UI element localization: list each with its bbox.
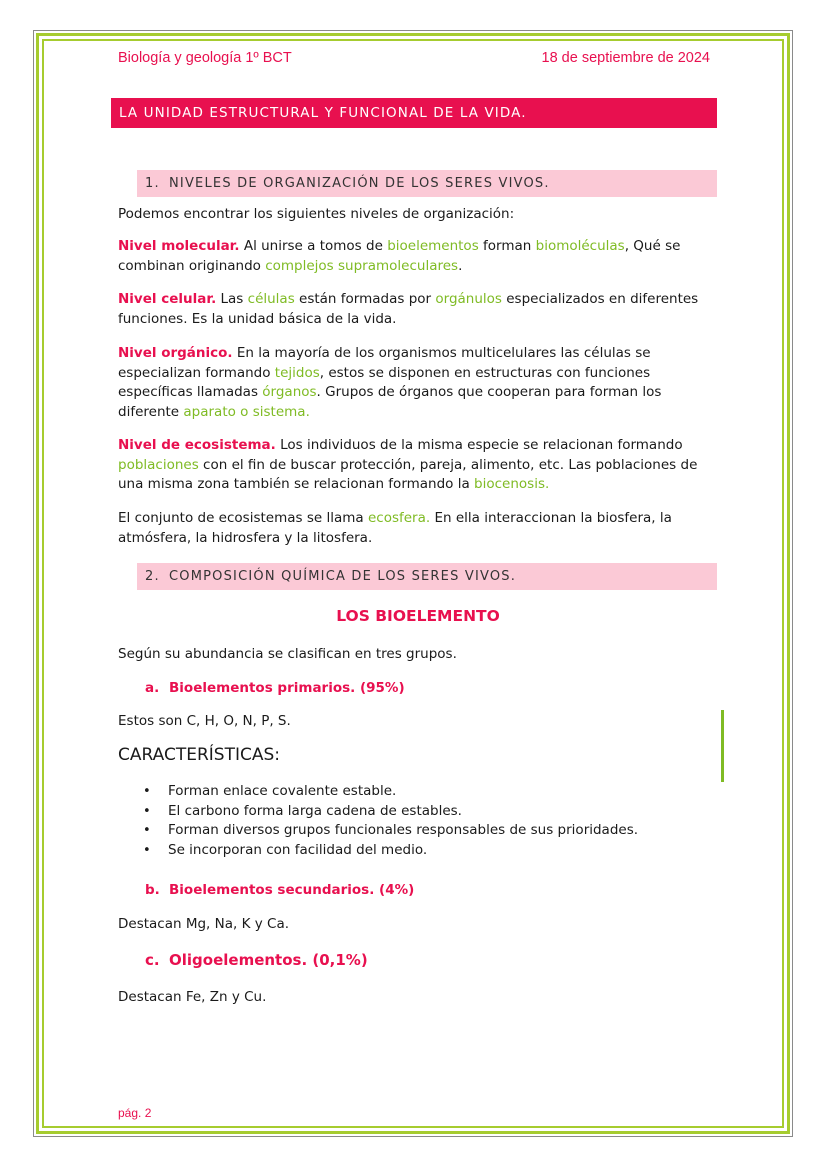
term-ecosfera: ecosfera. [367,510,431,526]
section-2-heading [137,563,717,590]
text: , estos se disponen en estructuras con funciones específicas llamadas [118,364,651,400]
section-1-number: 1. [145,176,160,191]
subheading-primarios [145,680,405,696]
label-nivel-celular: Nivel celular. [118,291,217,307]
section-1-title: NIVELES DE ORGANIZACIÓN DE LOS SERES VIVOS. [169,176,550,191]
subheading-text: Bioelementos secundarios. (4%) [169,882,415,898]
list-item: • Forman enlace covalente estable. [143,782,638,802]
text: Las [216,291,248,307]
text: . Grupos de órganos que cooperan para forman los diferente [118,384,662,420]
subheading-text: Bioelementos primarios. (95%) [169,680,405,696]
text: . [458,257,463,274]
subheading-text: Oligoelementos. (0,1%) [169,951,368,969]
text: Los individuos de la misma especie se relacionan formando [275,437,683,453]
text: El conjunto de ecosistemas se llama [118,510,368,526]
text: Al unirse a tomos de [239,238,388,254]
header-subject: Biología y geología 1º BCT [118,50,292,66]
text: con el fin de buscar protección, pareja, alimento, etc. Las poblaciones de una misma zona también se relacionan formando la [118,456,698,492]
subheading-secundarios [145,882,414,898]
oligoelementos-text: Destacan Fe, Zn y Cu. [118,989,267,1005]
section-2-title: COMPOSICIÓN QUÍMICA DE LOS SERES VIVOS. [169,569,517,584]
term-celulas: células [247,291,295,307]
bioelementos-title: LOS BIOELEMENTO [336,607,500,625]
term-biomoleculas: biomoléculas [535,238,625,254]
text: están formadas por [294,291,436,307]
section-2-intro: Según su abundancia se clasifican en tres grupos. [118,646,457,662]
term-bioelementos: bioelementos [387,238,479,254]
term-aparato-sistema: aparato o sistema. [183,403,310,420]
caracteristicas-list [143,782,638,861]
subheading-letter: c. [145,951,160,969]
paragraph-nivel-celular [118,290,718,329]
margin-change-bar [721,710,724,782]
section-2-number: 2. [145,569,160,584]
caracteristicas-title: CARACTERÍSTICAS: [118,745,280,765]
term-complejos-supramoleculares: complejos supramoleculares [265,257,459,274]
label-nivel-molecular: Nivel molecular. [118,238,240,254]
term-tejidos: tejidos [274,364,320,381]
term-organulos: orgánulos [435,291,502,307]
text: En ella interaccionan la biosfera, la atmósfera, la hidrosfera y la litosfera. [118,510,672,546]
paragraph-nivel-ecosistema [118,436,718,495]
paragraph-nivel-organico [118,344,718,422]
label-nivel-ecosistema: Nivel de ecosistema. [118,437,276,453]
list-item: • Forman diversos grupos funcionales responsables de sus prioridades. [143,821,638,841]
text: forman [478,238,536,254]
text: En la mayoría de los organismos multicelulares las células se especializan formando [118,345,651,381]
term-poblaciones: poblaciones [118,456,199,473]
page-number: pág. 2 [118,1106,152,1120]
term-biocenosis: biocenosis. [474,476,550,492]
primarios-text: Estos son C, H, O, N, P, S. [118,713,291,729]
list-item: • Se incorporan con facilidad del medio. [143,841,638,861]
label-nivel-organico: Nivel orgánico. [118,345,233,361]
section-1-intro: Podemos encontrar los siguientes niveles de organización: [118,206,515,222]
paragraph-nivel-molecular [118,237,718,276]
subheading-letter: a. [145,680,160,696]
document-title: LA UNIDAD ESTRUCTURAL Y FUNCIONAL DE LA VIDA. [111,98,717,128]
text: especializados en diferentes funciones. Es la unidad básica de la vida. [118,291,699,327]
section-1-heading [137,170,717,197]
secundarios-text: Destacan Mg, Na, K y Ca. [118,916,290,932]
list-item: • El carbono forma larga cadena de estables. [143,802,638,822]
term-organos: órganos [262,384,317,400]
subheading-oligoelementos [145,951,368,969]
header-date: 18 de septiembre de 2024 [541,50,710,66]
paragraph-ecosfera [118,509,718,548]
text: , Qué se combinan originando [118,238,681,274]
subheading-letter: b. [145,882,160,898]
